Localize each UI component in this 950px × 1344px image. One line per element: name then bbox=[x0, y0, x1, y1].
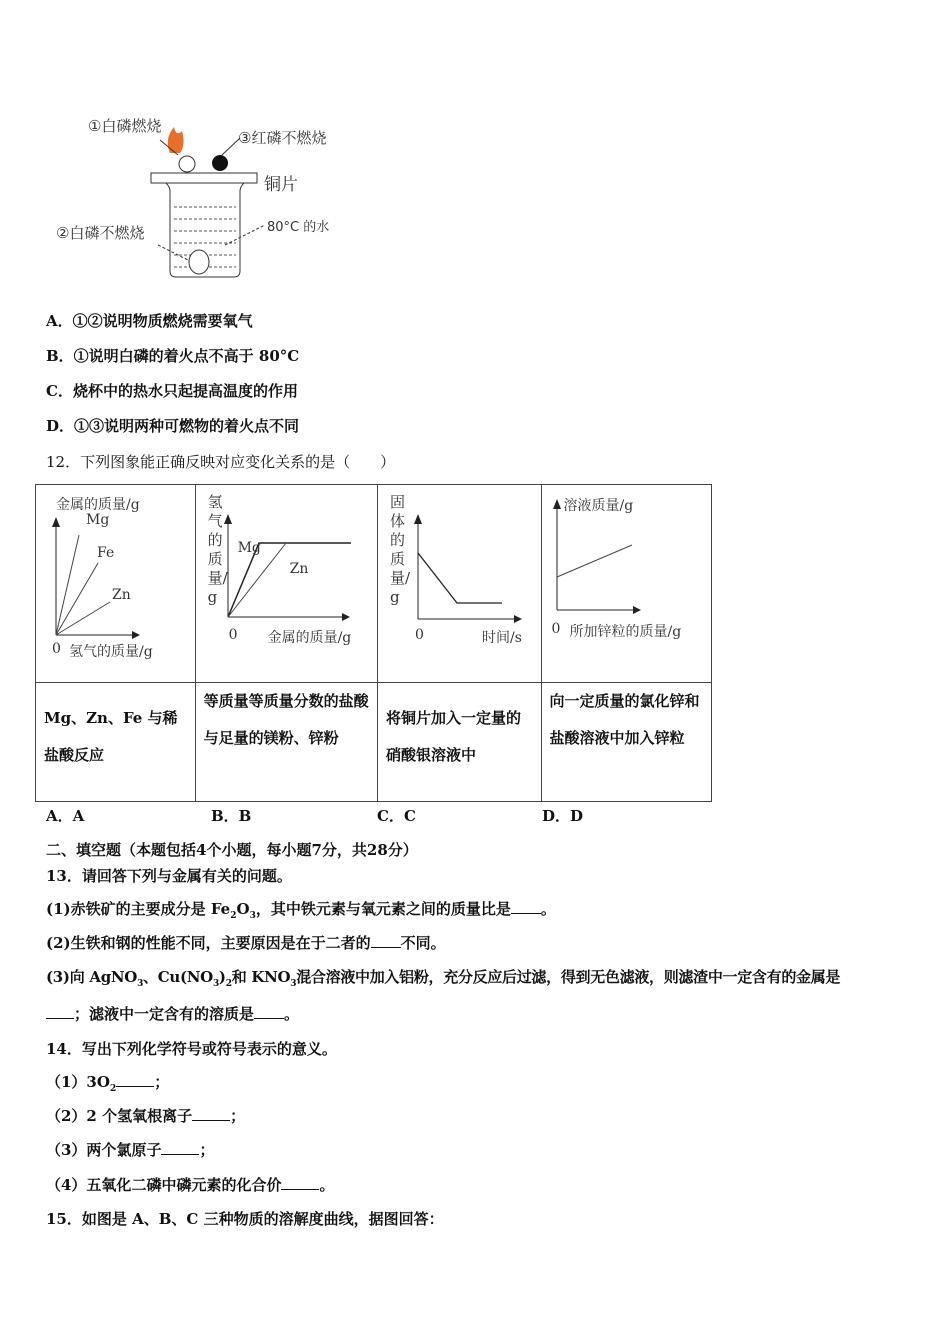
graph-a-fe: Fe bbox=[97, 545, 115, 561]
q12-stem: 12．下列图象能正确反映对应变化关系的是（ ） bbox=[46, 453, 396, 471]
q13-part1: (1)赤铁矿的主要成分是 $Fe_2O_3$，其中铁元素与氧元素之间的质量比是 。 bbox=[46, 900, 556, 921]
line-solution-mass bbox=[557, 545, 632, 577]
red-phosphorus bbox=[212, 155, 228, 171]
flame-icon bbox=[168, 127, 184, 153]
graph-a-ylabel: 金属的质量/g bbox=[56, 497, 140, 513]
graph-d-ylabel: 溶液质量/g bbox=[563, 498, 634, 514]
q15-stem: 15．如图是 A、B、C 三种物质的溶解度曲线，据图回答： bbox=[46, 1210, 444, 1228]
q11-option-a[interactable]: A．①②说明物质燃烧需要氧气 bbox=[46, 312, 253, 330]
label-water: 80°C 的水 bbox=[267, 220, 330, 235]
answer-blank[interactable] bbox=[281, 1175, 319, 1190]
q12-table bbox=[35, 484, 712, 802]
white-phosphorus-water bbox=[189, 250, 209, 274]
graph-b-ylabel: 氢气的质量/g bbox=[207, 493, 228, 606]
answer-blank[interactable] bbox=[116, 1072, 154, 1087]
graph-c-ylabel: 固体的质量/g bbox=[390, 493, 411, 606]
answer-blank[interactable] bbox=[371, 933, 401, 948]
desc-b: 等质量等质量分数的盐酸与足量的镁粉、锌粉 bbox=[203, 692, 369, 747]
q11-option-b[interactable]: B．①说明白磷的着火点不高于 80°C bbox=[46, 347, 300, 365]
q14-item4: （4）五氧化二磷中磷元素的化合价 。 bbox=[46, 1176, 335, 1194]
white-phosphorus-top bbox=[179, 156, 195, 172]
graph-a bbox=[36, 485, 195, 682]
copper-plate bbox=[151, 173, 257, 183]
line-zn bbox=[56, 602, 110, 635]
section-2-heading: 二、填空题（本题包括4个小题，每小题7分，共28分） bbox=[46, 841, 418, 859]
line-mg bbox=[56, 535, 79, 635]
answer-blank[interactable] bbox=[46, 1004, 74, 1019]
graph-c-xlabel: 时间/s bbox=[482, 630, 522, 646]
q13-stem: 13．请回答下列与金属有关的问题。 bbox=[46, 867, 292, 885]
graph-a-xlabel: 氢气的质量/g bbox=[69, 644, 153, 660]
q12-option-b[interactable]: B．B bbox=[211, 807, 252, 825]
graph-b-zn: Zn bbox=[289, 561, 309, 577]
graph-b-mg: Mg bbox=[237, 540, 261, 556]
answer-blank[interactable] bbox=[192, 1106, 230, 1121]
q14-item1: $(1)3O_2$ ； bbox=[46, 1073, 170, 1094]
q11-option-d[interactable]: D．①③说明两种可燃物的着火点不同 bbox=[46, 417, 300, 435]
graph-d-xlabel: 所加锌粒的质量/g bbox=[569, 624, 682, 640]
graph-d bbox=[542, 485, 711, 682]
answer-blank[interactable] bbox=[511, 899, 541, 914]
q12-option-a[interactable]: A．A bbox=[46, 807, 85, 825]
answer-blank[interactable] bbox=[254, 1004, 284, 1019]
graph-b-origin: 0 bbox=[228, 627, 238, 643]
graph-b bbox=[196, 485, 377, 682]
q14-item2: （2）2 个氢氧根离子 ； bbox=[46, 1107, 246, 1125]
desc-a: Mg、Zn、Fe 与稀盐酸反应 bbox=[44, 709, 178, 764]
answer-blank[interactable] bbox=[161, 1140, 199, 1155]
graph-a-mg: Mg bbox=[86, 512, 110, 528]
graph-c-origin: 0 bbox=[415, 627, 424, 643]
q13-part2: (2)生铁和钢的性能不同，主要原因是在于二者的 不同。 bbox=[46, 934, 446, 952]
q12-option-c[interactable]: C．C bbox=[377, 807, 416, 825]
label-red-phosphorus: ③红磷不燃烧 bbox=[238, 129, 327, 147]
graph-d-origin: 0 bbox=[551, 621, 561, 637]
desc-d: 向一定质量的氯化锌和盐酸溶液中加入锌粒 bbox=[549, 692, 700, 747]
q14-item3: （3）两个氯原子 ； bbox=[46, 1141, 215, 1159]
graph-a-zn: Zn bbox=[112, 587, 131, 603]
beaker-figure bbox=[50, 105, 360, 290]
q13-part3-cont: ；滤液中一定含有的溶质是 。 bbox=[46, 1004, 299, 1024]
graph-b-xlabel: 金属的质量/g bbox=[267, 630, 352, 646]
q13-part3: (3)向 AgNO$_3$、$Cu(NO_3)_2$和 $KNO_3$混合溶液中加入铝粉，充分反应后过滤，得到无色滤液，则滤渣中一定含有的金属是 bbox=[46, 968, 841, 989]
q12-option-d[interactable]: D．D bbox=[542, 807, 584, 825]
label-white-phosphorus-no-burn: ②白磷不燃烧 bbox=[56, 224, 145, 242]
graph-c bbox=[378, 485, 540, 682]
graph-a-origin: 0 bbox=[52, 641, 61, 657]
label-copper: 铜片 bbox=[264, 175, 298, 195]
label-white-phosphorus-burns: ①白磷燃烧 bbox=[88, 117, 162, 135]
q11-option-c[interactable]: C．烧杯中的热水只起提高温度的作用 bbox=[46, 382, 298, 400]
desc-c: 将铜片加入一定量的硝酸银溶液中 bbox=[386, 709, 522, 764]
line-solid-mass bbox=[418, 553, 502, 603]
line-fe bbox=[56, 563, 98, 635]
q14-stem: 14．写出下列化学符号或符号表示的意义。 bbox=[46, 1040, 337, 1058]
